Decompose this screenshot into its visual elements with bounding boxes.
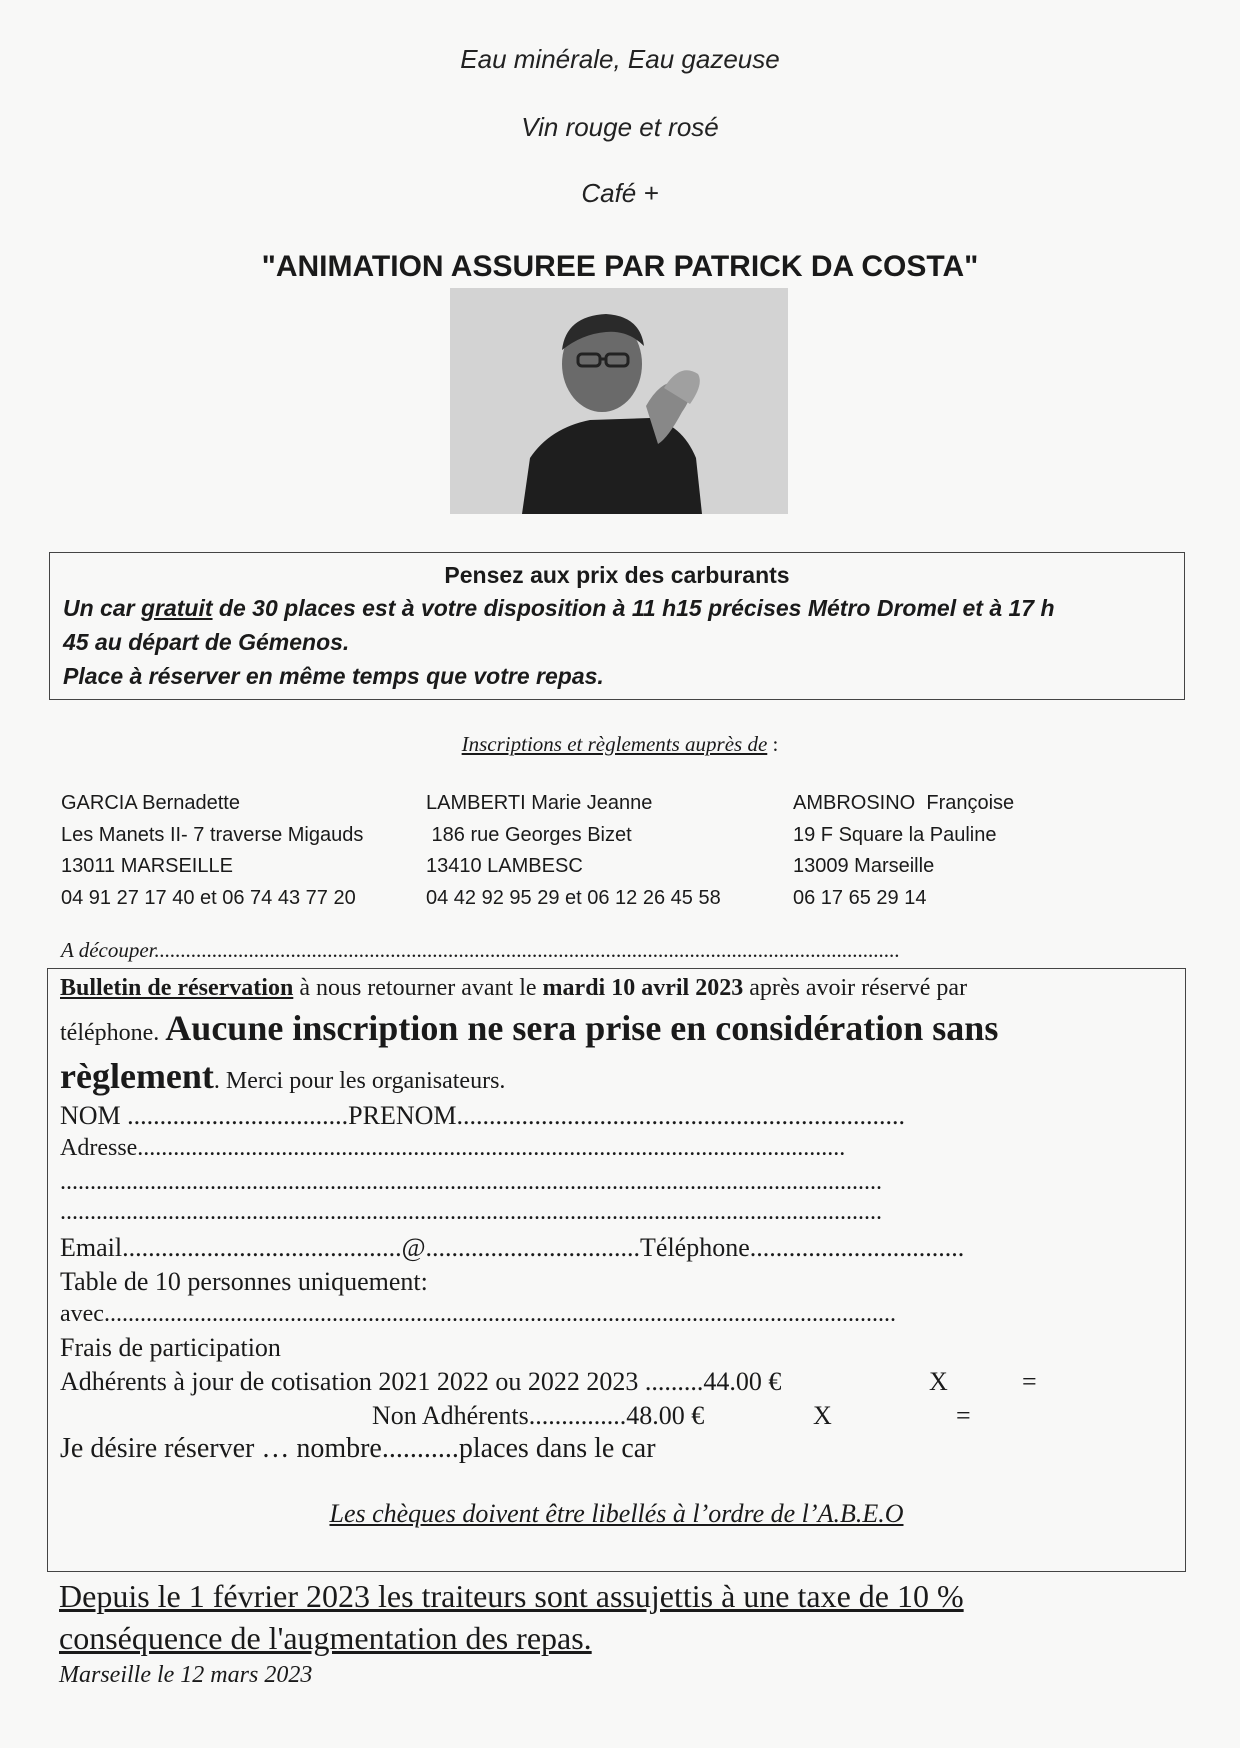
- frais-label: Frais de participation: [60, 1333, 281, 1362]
- reglement-word: règlement: [60, 1056, 214, 1096]
- contact-name: AMBROSINO Françoise: [793, 792, 1015, 814]
- adresse-field[interactable]: Adresse......................................................................................................................: [60, 1135, 846, 1161]
- car-reservation-field[interactable]: Je désire réserver … nombre...........places dans le car: [60, 1433, 656, 1464]
- non-adherents-equals: =: [956, 1401, 971, 1430]
- fuel-notice-gratuit: gratuit: [140, 595, 213, 621]
- contact-garcia: [61, 788, 363, 914]
- contact-street: 19 F Square la Pauline: [793, 823, 997, 846]
- inscriptions-label-text: Inscriptions et règlements auprès de: [461, 732, 768, 756]
- reglement-line: [60, 1055, 505, 1097]
- contact-street: 186 rue Georges Bizet: [426, 823, 632, 846]
- contact-phone: 04 91 27 17 40 et 06 74 43 77 20: [61, 886, 356, 909]
- contact-lamberti: [426, 788, 721, 914]
- drink-line-wine: Vin rouge et rosé: [521, 112, 719, 142]
- animator-photo: [450, 288, 788, 514]
- signature-date: Marseille le 12 mars 2023: [59, 1662, 313, 1688]
- contact-street: Les Manets II- 7 traverse Migauds: [61, 823, 364, 846]
- drink-line-coffee: Café +: [581, 178, 659, 208]
- contact-name: GARCIA Bernadette: [61, 792, 240, 814]
- fuel-notice-line-3: Place à réserver en même temps que votre repas.: [63, 663, 604, 689]
- fuel-notice-line-1-suffix: de 30 places est à votre disposition à 11 h15 précises Métro Dromel et à 17 h: [212, 595, 1055, 621]
- fuel-notice-line-1-prefix: Un car: [63, 595, 141, 621]
- nom-prenom-field[interactable]: NOM ..................................PRENOM.....................................................................: [60, 1101, 906, 1130]
- adresse-line-3[interactable]: .........................................................................................................................................: [60, 1199, 882, 1225]
- fuel-notice-line-2: 45 au départ de Gémenos.: [63, 629, 350, 655]
- adherents-equals: =: [1022, 1367, 1037, 1396]
- contact-phone: 04 42 92 95 29 et 06 12 26 45 58: [426, 886, 721, 909]
- adresse-line-2[interactable]: .........................................................................................................................................: [60, 1169, 882, 1195]
- adherents-multiply: X: [929, 1367, 948, 1396]
- bulletin-label: Bulletin de réservation: [60, 975, 294, 1001]
- reservation-form: [47, 968, 1186, 1572]
- table-label: Table de 10 personnes uniquement:: [60, 1267, 428, 1296]
- telephone-word: téléphone.: [60, 1020, 166, 1046]
- fuel-notice-heading: Pensez aux prix des carburants: [444, 562, 790, 588]
- fuel-notice-line-1: [63, 595, 1055, 622]
- animation-title: "ANIMATION ASSUREE PAR PATRICK DA COSTA": [261, 250, 979, 283]
- bulletin-line: [60, 975, 967, 1002]
- adherents-price: Adhérents à jour de cotisation 2021 2022 ou 2022 2023 .........44.00 €: [60, 1367, 782, 1396]
- merci-text: . Merci pour les organisateurs.: [213, 1068, 506, 1094]
- non-adherents-price: Non Adhérents...............48.00 €: [372, 1401, 705, 1430]
- animator-photo-illustration: [450, 288, 788, 514]
- contact-phone: 06 17 65 29 14: [793, 886, 927, 909]
- cut-line: A découper..............................................................................................................................................: [61, 938, 901, 962]
- drink-line-water: Eau minérale, Eau gazeuse: [460, 44, 780, 74]
- aucune-notice: Aucune inscription ne sera prise en considération sans: [165, 1008, 999, 1048]
- contact-city: 13009 Marseille: [793, 855, 935, 877]
- cheques-notice-text: Les chèques doivent être libellés à l’ordre de l’A.B.E.O: [329, 1499, 904, 1528]
- contact-city: 13410 LAMBESC: [426, 855, 583, 877]
- tax-notice-line-1: Depuis le 1 février 2023 les traiteurs sont assujettis à une taxe de 10 %: [59, 1578, 964, 1614]
- bulletin-text-1: à nous retourner avant le: [293, 975, 543, 1001]
- inscriptions-label: [0, 732, 1240, 757]
- aucune-line: [60, 1007, 998, 1049]
- fuel-notice-box: [49, 552, 1185, 700]
- contact-name: LAMBERTI Marie Jeanne: [426, 792, 653, 814]
- bulletin-deadline: mardi 10 avril 2023: [542, 975, 744, 1001]
- non-adherents-multiply: X: [813, 1401, 832, 1430]
- email-telephone-field[interactable]: Email...........................................@.................................Téléphone.................................: [60, 1233, 965, 1262]
- bulletin-text-2: après avoir réservé par: [743, 975, 968, 1001]
- contact-ambrosino: [793, 788, 1014, 914]
- inscriptions-label-colon: :: [767, 732, 779, 756]
- contact-city: 13011 MARSEILLE: [61, 855, 233, 877]
- tax-notice-line-2: conséquence de l'augmentation des repas.: [59, 1620, 592, 1656]
- avec-field[interactable]: avec....................................................................................................................................: [60, 1301, 896, 1327]
- cheques-notice: [48, 1499, 1185, 1529]
